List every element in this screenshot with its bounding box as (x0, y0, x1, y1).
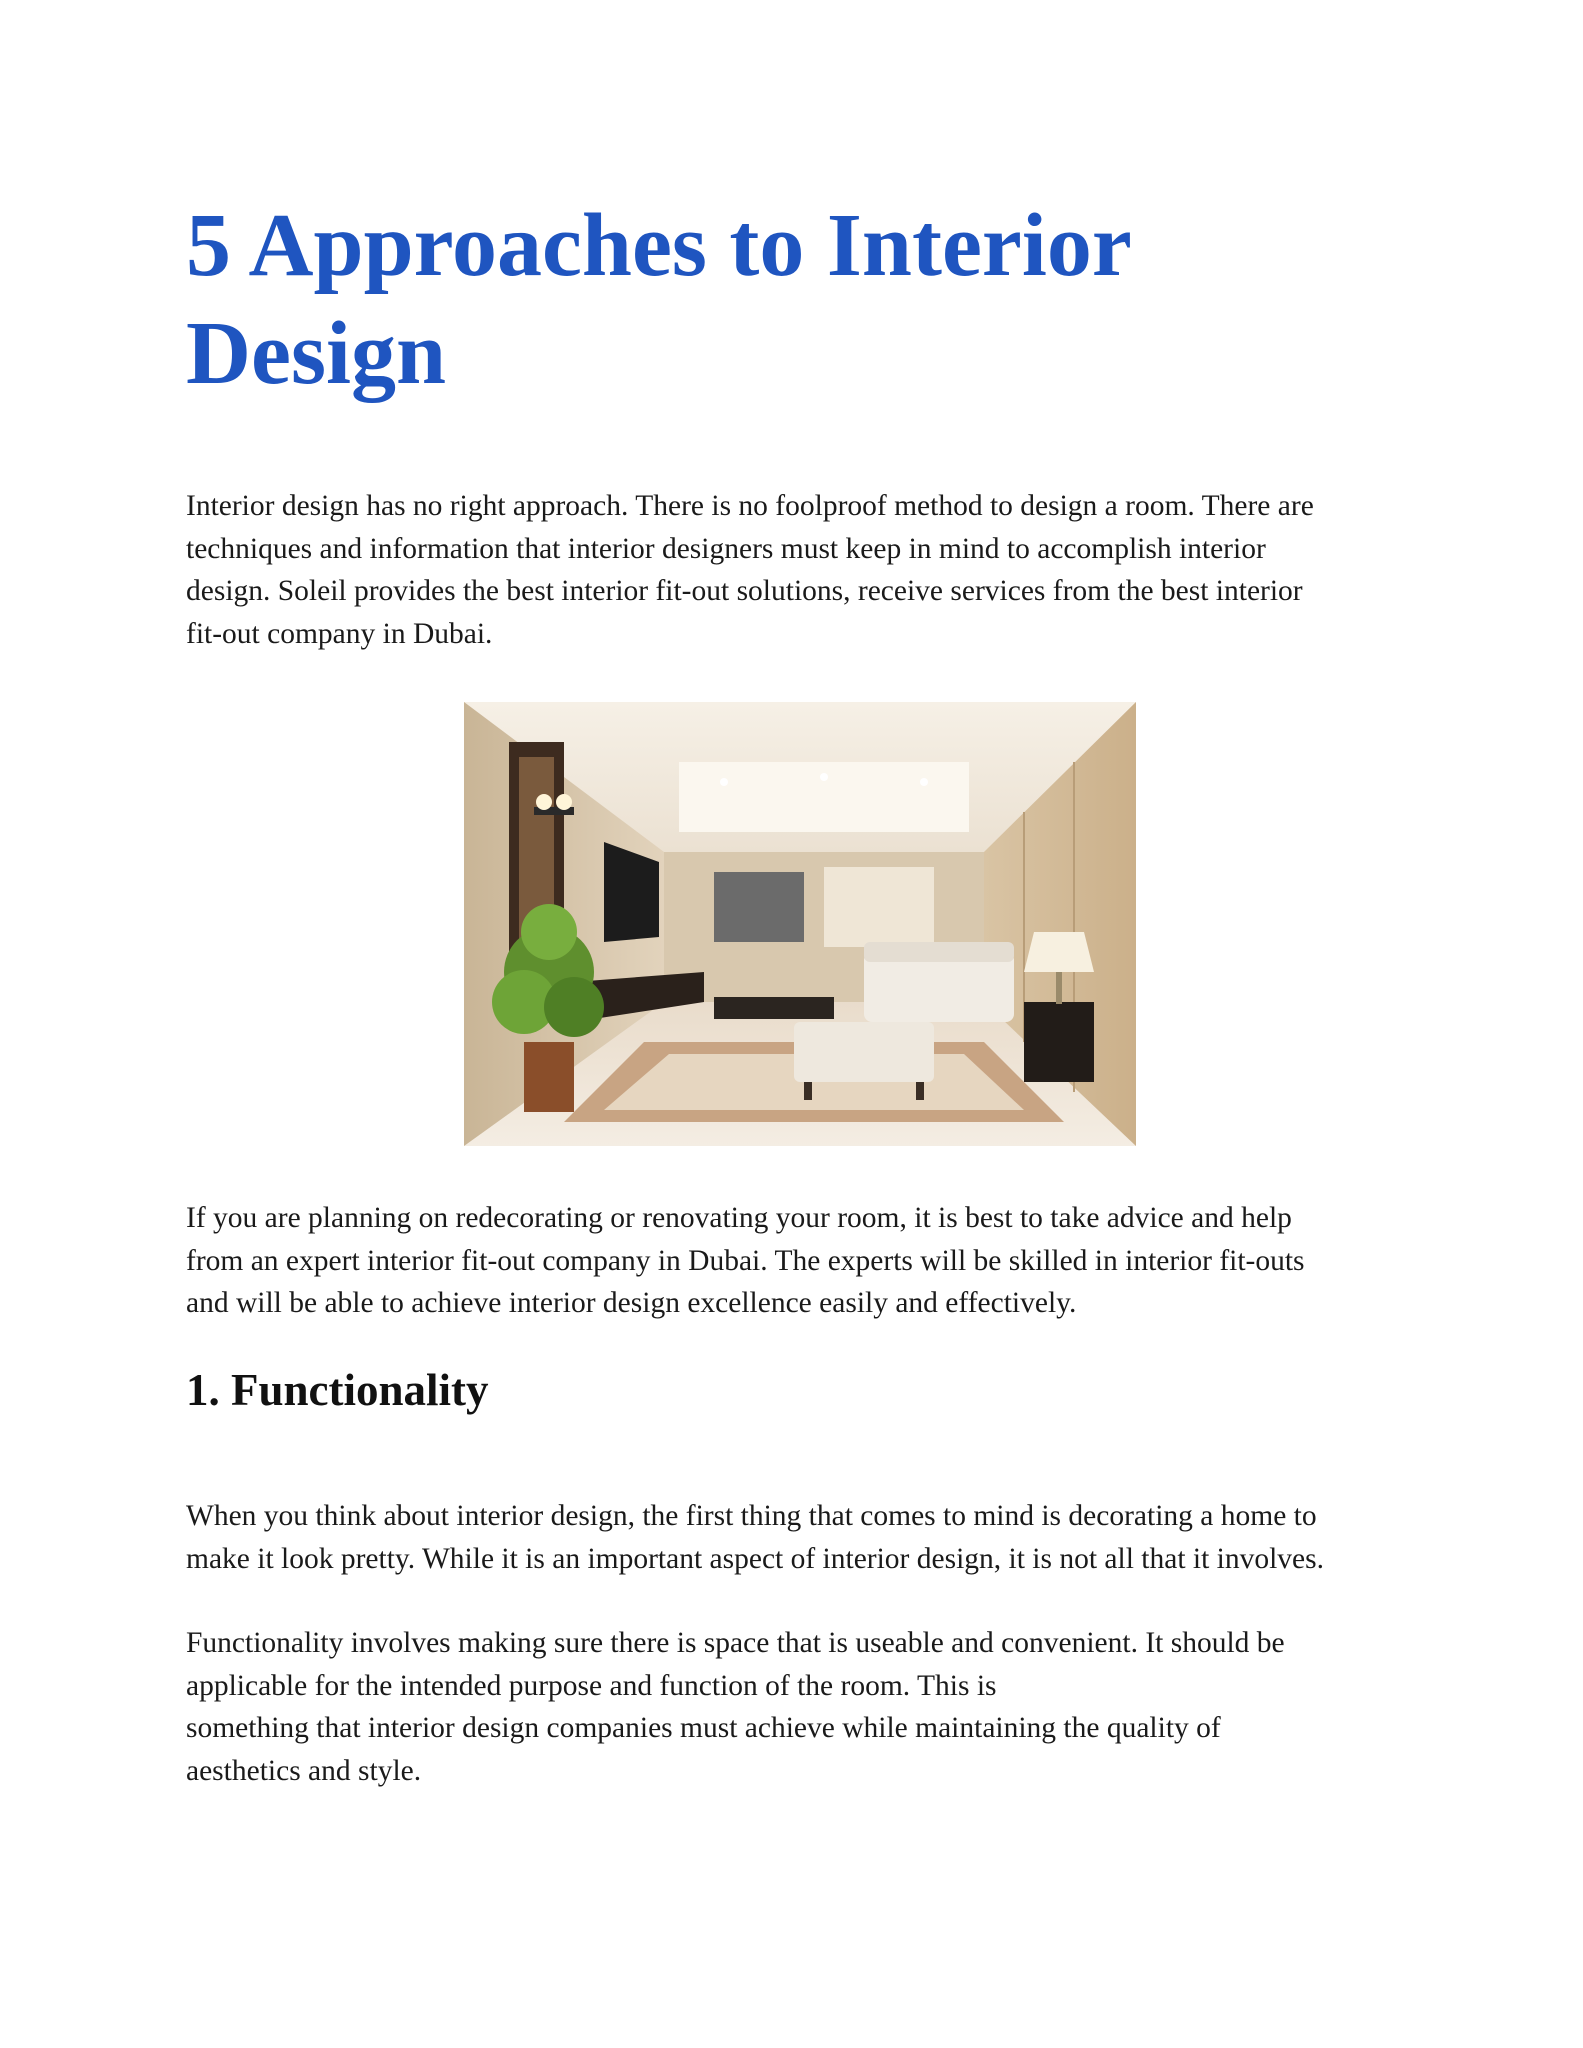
after-image-line-2: from an expert interior fit-out company in Dubai. The experts will be skilled in interior fit-outs (186, 1244, 1305, 1277)
after-image-line-1: If you are planning on redecorating or renovating your room, it is best to take advice and help (186, 1202, 1292, 1234)
after-image-line-3: and will be able to achieve interior design excellence easily and effectively. (186, 1287, 1077, 1319)
intro-line-4: fit-out company in Dubai. (186, 617, 493, 650)
functionality-paragraph-2 (186, 1622, 1396, 1792)
living-room-photo (464, 702, 1136, 1146)
intro-paragraph (186, 485, 1396, 655)
title-line-1: 5 Approaches to Interior (186, 196, 1132, 295)
document-title (186, 192, 1286, 408)
functionality-p2-line-2: applicable for the intended purpose and function of the room. This is (186, 1669, 997, 1702)
after-image-paragraph (186, 1197, 1396, 1325)
functionality-p2-line-4: aesthetics and style. (186, 1754, 422, 1787)
functionality-p2-line-3: something that interior design companies must achieve while maintaining the quality of (186, 1712, 1221, 1744)
title-line-2: Design (186, 304, 447, 403)
intro-line-3: design. Soleil provides the best interior fit-out solutions, receive services from the best interior (186, 575, 1303, 607)
functionality-p2-line-1: Functionality involves making sure there is space that is useable and convenient. It should be (186, 1627, 1285, 1659)
functionality-p1-line-2: make it look pretty. While it is an important aspect of interior design, it is not all that it involves. (186, 1542, 1324, 1575)
intro-line-2: techniques and information that interior designers must keep in mind to accomplish interior (186, 532, 1266, 565)
intro-line-1: Interior design has no right approach. There is no foolproof method to design a room. There are (186, 490, 1314, 522)
functionality-p1-line-1: When you think about interior design, the first thing that comes to mind is decorating a home to (186, 1500, 1317, 1532)
functionality-paragraph-1 (186, 1495, 1396, 1580)
section-heading-functionality: 1. Functionality (186, 1365, 489, 1415)
